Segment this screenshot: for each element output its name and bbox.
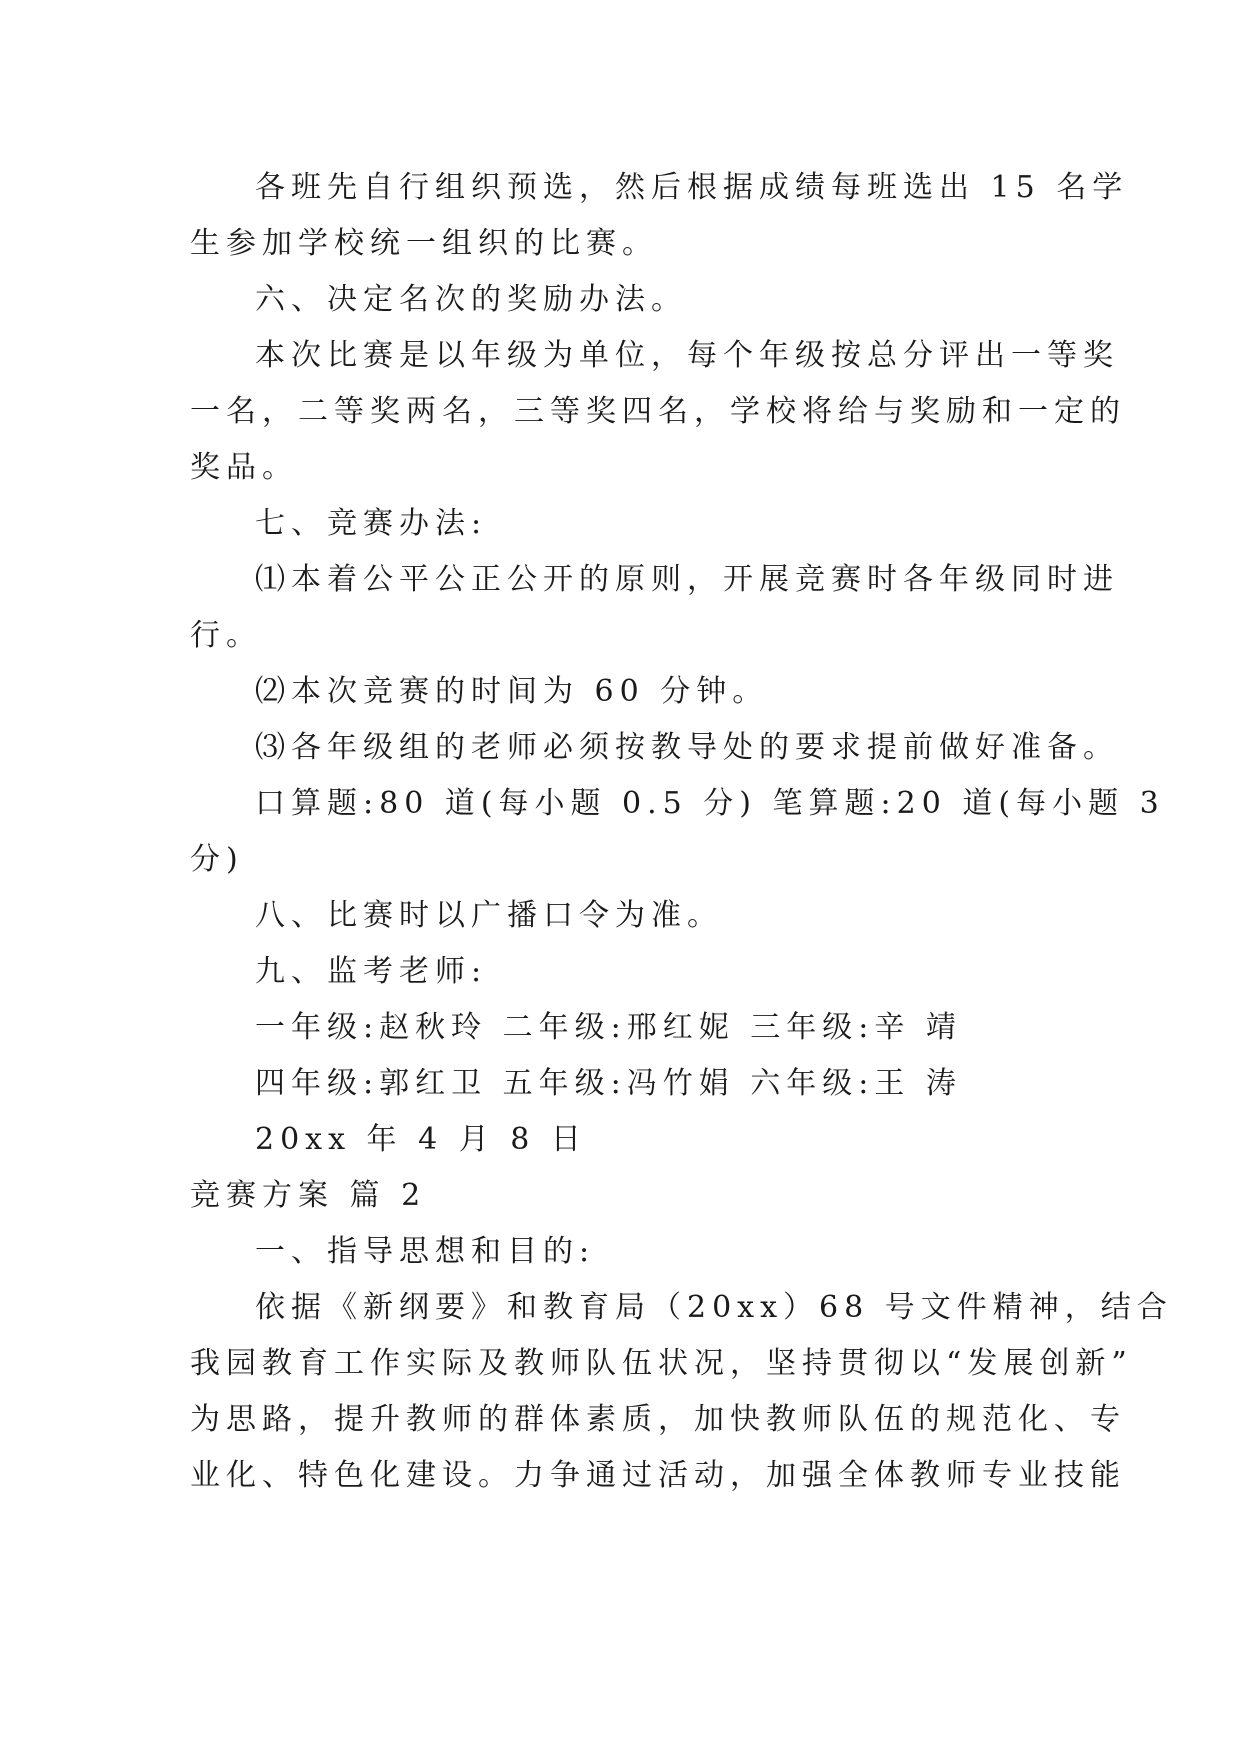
text-line: 为思路，提升教师的群体素质，加快教师队伍的规范化、专 bbox=[190, 1402, 1126, 1437]
date-line: 20xx 年 4 月 8 日 bbox=[255, 1122, 587, 1157]
text-line: ⑶各年级组的老师必须按教导处的要求提前做好准备。 bbox=[255, 730, 1119, 765]
text-line: ⑴本着公平公正公开的原则，开展竞赛时各年级同时进 bbox=[255, 562, 1119, 597]
section-heading: 六、决定名次的奖励办法。 bbox=[255, 282, 687, 317]
text-line: 一年级:赵秋玲 二年级:邢红妮 三年级:辛 靖 bbox=[255, 1010, 962, 1045]
section-heading: 七、竞赛办法: bbox=[255, 506, 488, 541]
text-line: 各班先自行组织预选，然后根据成绩每班选出 15 名学 bbox=[255, 170, 1129, 205]
text-line: 行。 bbox=[190, 618, 262, 653]
text-line: 本次比赛是以年级为单位，每个年级按总分评出一等奖 bbox=[255, 338, 1119, 373]
text-line: 生参加学校统一组织的比赛。 bbox=[190, 226, 658, 261]
document-heading: 竞赛方案 篇 2 bbox=[190, 1178, 427, 1213]
text-line: 依据《新纲要》和教育局（20xx）68 号文件精神，结合 bbox=[255, 1290, 1173, 1325]
text-line: ⑵本次竞赛的时间为 60 分钟。 bbox=[255, 674, 769, 709]
text-line: 业化、特色化建设。力争通过活动，加强全体教师专业技能 bbox=[190, 1458, 1126, 1493]
text-line: 我园教育工作实际及教师队伍状况，坚持贯彻以“发展创新” bbox=[190, 1346, 1133, 1381]
section-heading: 一、指导思想和目的: bbox=[255, 1234, 596, 1269]
section-heading: 九、监考老师: bbox=[255, 954, 488, 989]
text-line: 四年级:郭红卫 五年级:冯竹娟 六年级:王 涛 bbox=[255, 1066, 962, 1101]
section-heading: 八、比赛时以广播口令为准。 bbox=[255, 898, 723, 933]
text-line: 口算题:80 道(每小题 0.5 分) 笔算题:20 道(每小题 3 bbox=[255, 786, 1165, 821]
text-line: 奖品。 bbox=[190, 450, 298, 485]
text-line: 分) bbox=[190, 842, 244, 877]
text-line: 一名，二等奖两名，三等奖四名，学校将给与奖励和一定的 bbox=[190, 394, 1126, 429]
